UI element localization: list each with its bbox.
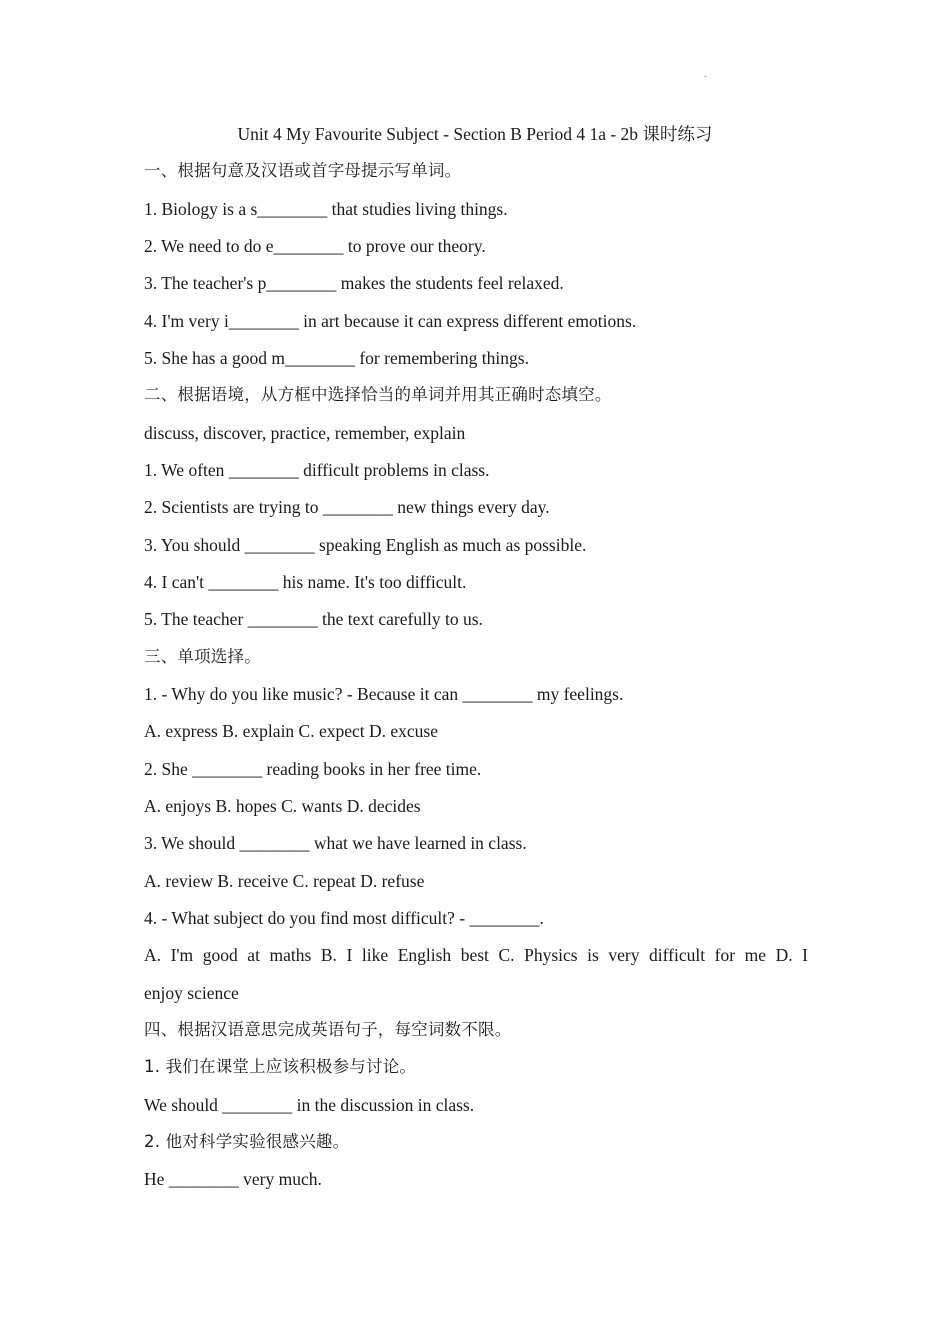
question-3-3: 3. We should ________ what we have learned in class. xyxy=(144,833,527,853)
question-4-1-chinese: 1. 我们在课堂上应该积极参与讨论。 xyxy=(144,1057,417,1076)
question-1-5: 5. She has a good m________ for remembering things. xyxy=(144,348,529,368)
question-4-2-english: He ________ very much. xyxy=(144,1169,322,1189)
question-2-1: 1. We often ________ difficult problems in class. xyxy=(144,460,490,480)
question-1-1: 1. Biology is a s________ that studies living things. xyxy=(144,199,508,219)
question-2-4: 4. I can't ________ his name. It's too difficult. xyxy=(144,572,467,592)
section-heading-4: 四、根据汉语意思完成英语句子，每空词数不限。 xyxy=(144,1020,512,1039)
question-1-4: 4. I'm very i________ in art because it can express different emotions. xyxy=(144,311,637,331)
options-3-4-continued: enjoy science xyxy=(144,983,239,1003)
question-1-2: 2. We need to do e________ to prove our theory. xyxy=(144,236,486,256)
question-4-1-english: We should ________ in the discussion in class. xyxy=(144,1095,475,1115)
options-3-1: A. express B. explain C. expect D. excuse xyxy=(144,721,439,741)
question-3-4: 4. - What subject do you find most difficult? - ________. xyxy=(144,908,544,928)
section-heading-3: 三、单项选择。 xyxy=(144,647,261,666)
options-3-4: A. I'm good at maths B. I like English best C. Physics is very difficult for me D. I xyxy=(144,945,808,965)
question-2-3: 3. You should ________ speaking English as much as possible. xyxy=(144,535,587,555)
question-3-1: 1. - Why do you like music? - Because it can ________ my feelings. xyxy=(144,684,624,704)
question-1-3: 3. The teacher's p________ makes the students feel relaxed. xyxy=(144,273,564,293)
question-2-5: 5. The teacher ________ the text carefully to us. xyxy=(144,609,483,629)
question-4-2-chinese: 2. 他对科学实验很感兴趣。 xyxy=(144,1132,350,1151)
question-3-2: 2. She ________ reading books in her free time. xyxy=(144,759,482,779)
header-mark: . xyxy=(704,69,707,80)
section-heading-2: 二、根据语境，从方框中选择恰当的单词并用其正确时态填空。 xyxy=(144,385,612,404)
page-title: Unit 4 My Favourite Subject - Section B Period 4 1a - 2b 课时练习 xyxy=(237,124,713,144)
options-3-3: A. review B. receive C. repeat D. refuse xyxy=(144,871,425,891)
question-2-2: 2. Scientists are trying to ________ new things every day. xyxy=(144,497,550,517)
options-3-2: A. enjoys B. hopes C. wants D. decides xyxy=(144,796,421,816)
word-box: discuss, discover, practice, remember, explain xyxy=(144,423,466,443)
section-heading-1: 一、根据句意及汉语或首字母提示写单词。 xyxy=(144,161,462,180)
